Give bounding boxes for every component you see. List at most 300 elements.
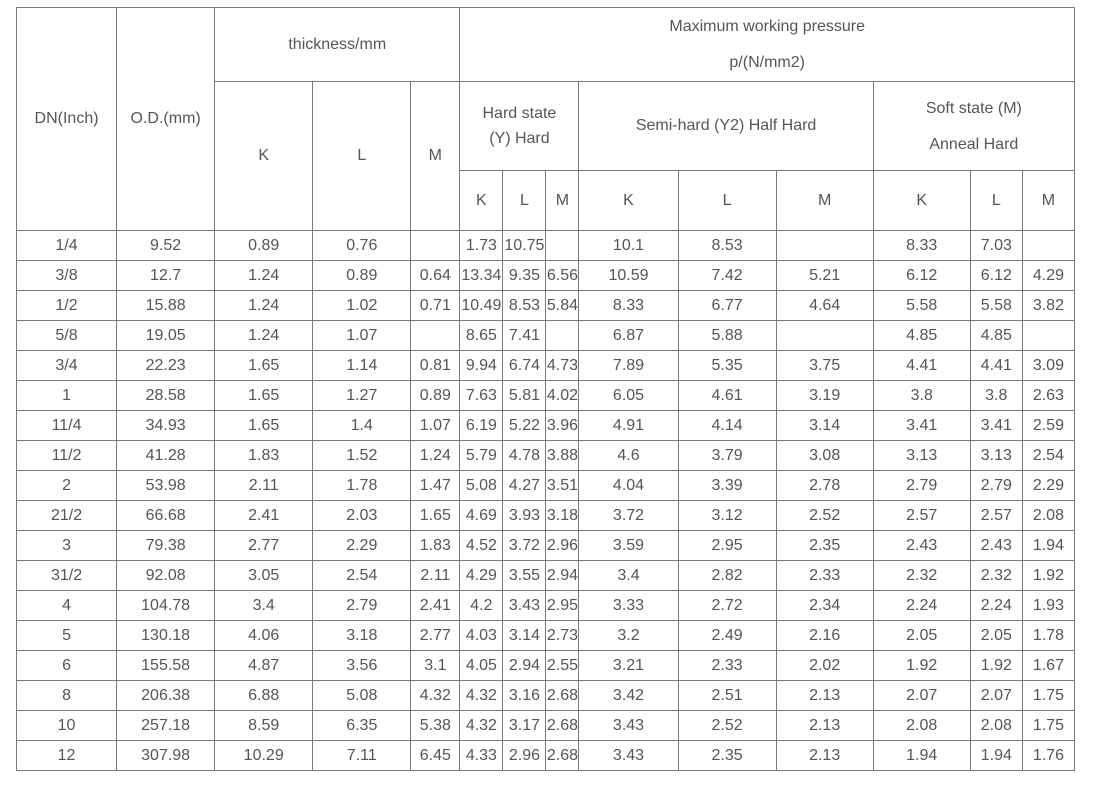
table-cell: 4.61 [678, 381, 776, 411]
table-cell: 2.41 [411, 591, 460, 621]
table-cell: 4.87 [215, 651, 313, 681]
table-cell: 1 [17, 381, 117, 411]
table-cell: 41.28 [117, 441, 215, 471]
table-cell: 1.24 [215, 321, 313, 351]
table-cell: 3/4 [17, 351, 117, 381]
table-cell: 4.33 [460, 741, 503, 771]
table-cell: 2.35 [678, 741, 776, 771]
table-cell: 1.65 [215, 381, 313, 411]
table-cell: 3.2 [579, 621, 678, 651]
table-cell: 15.88 [117, 291, 215, 321]
table-cell: 1.24 [411, 441, 460, 471]
table-row [17, 621, 1075, 651]
table-cell: 0.71 [411, 291, 460, 321]
table-cell: 1.94 [970, 741, 1022, 771]
table-cell [411, 231, 460, 261]
table-cell: 9.35 [503, 261, 546, 291]
table-cell: 5.35 [678, 351, 776, 381]
table-cell: 3.13 [873, 441, 970, 471]
table-cell: 2.95 [546, 591, 579, 621]
table-cell: 2.57 [970, 501, 1022, 531]
table-row [17, 711, 1075, 741]
table-cell: 3.18 [546, 501, 579, 531]
table-cell: 2.33 [776, 561, 873, 591]
table-cell: 2.24 [873, 591, 970, 621]
table-cell: 3.09 [1022, 351, 1074, 381]
table-cell: 8.33 [873, 231, 970, 261]
table-cell: 34.93 [117, 411, 215, 441]
table-cell: 5.21 [776, 261, 873, 291]
header-thickness [215, 8, 460, 82]
table-cell: 6.87 [579, 321, 678, 351]
table-cell: 5.79 [460, 441, 503, 471]
table-cell [776, 231, 873, 261]
table-cell: 8.59 [215, 711, 313, 741]
table-cell: 1.78 [313, 471, 411, 501]
header-semi-label: Semi-hard (Y2) Half Hard [635, 117, 817, 134]
table-cell: 5.22 [503, 411, 546, 441]
table-cell: 2.73 [546, 621, 579, 651]
table-cell: 2.49 [678, 621, 776, 651]
table-cell: 5.88 [678, 321, 776, 351]
table-cell: 12.7 [117, 261, 215, 291]
table-cell: 1.52 [313, 441, 411, 471]
table-cell: 3/8 [17, 261, 117, 291]
table-cell: 6.56 [546, 261, 579, 291]
table-cell: 2.82 [678, 561, 776, 591]
table-cell: 5/8 [17, 321, 117, 351]
table-row [17, 321, 1075, 351]
table-cell: 2.54 [1022, 441, 1074, 471]
table-cell: 3.4 [579, 561, 678, 591]
table-cell: 3.21 [579, 651, 678, 681]
table-cell: 5.08 [460, 471, 503, 501]
table-cell: 7.89 [579, 351, 678, 381]
table-cell: 1.75 [1022, 711, 1074, 741]
table-header [17, 8, 1075, 231]
table-cell: 2.07 [970, 681, 1022, 711]
table-cell: 3.43 [579, 741, 678, 771]
table-cell: 2.68 [546, 741, 579, 771]
table-cell: 2.34 [776, 591, 873, 621]
table-cell: 2.32 [873, 561, 970, 591]
table-cell: 104.78 [117, 591, 215, 621]
table-cell: 2 [17, 471, 117, 501]
table-cell: 4.64 [776, 291, 873, 321]
header-soft-sub: Anneal Hard [929, 135, 1019, 153]
header-semi-k-label: K [623, 191, 634, 209]
table-cell: 2.95 [678, 531, 776, 561]
header-hard-k-label: K [476, 191, 487, 209]
table-cell: 3.16 [503, 681, 546, 711]
table-cell: 4.03 [460, 621, 503, 651]
table-cell: 2.54 [313, 561, 411, 591]
table-cell: 4.29 [460, 561, 503, 591]
table-cell [546, 231, 579, 261]
table-cell: 155.58 [117, 651, 215, 681]
table-cell: 10 [17, 711, 117, 741]
table-row [17, 561, 1075, 591]
pressure-table [16, 7, 1075, 771]
header-semi-l-label: L [722, 191, 732, 209]
table-cell: 2.13 [776, 681, 873, 711]
header-soft-m-label: M [1041, 191, 1056, 209]
table-cell: 3.05 [215, 561, 313, 591]
table-cell: 3.14 [776, 411, 873, 441]
header-dn [17, 8, 117, 231]
table-cell: 4.85 [873, 321, 970, 351]
table-cell: 8 [17, 681, 117, 711]
table-cell: 0.76 [313, 231, 411, 261]
table-cell: 3.59 [579, 531, 678, 561]
table-cell: 3.4 [215, 591, 313, 621]
table-cell: 6.74 [503, 351, 546, 381]
header-thickness-k [215, 82, 313, 231]
table-row [17, 381, 1075, 411]
table-cell: 31/2 [17, 561, 117, 591]
table-cell: 1.07 [313, 321, 411, 351]
table-row [17, 741, 1075, 771]
table-cell: 8.53 [503, 291, 546, 321]
table-cell: 1/4 [17, 231, 117, 261]
header-thickness-m-label: M [428, 147, 442, 164]
table-cell: 2.35 [776, 531, 873, 561]
table-cell: 8.65 [460, 321, 503, 351]
table-cell: 2.77 [411, 621, 460, 651]
table-cell: 4.52 [460, 531, 503, 561]
table-cell: 0.89 [313, 261, 411, 291]
table-cell: 1.27 [313, 381, 411, 411]
table-cell: 307.98 [117, 741, 215, 771]
table-cell: 3.82 [1022, 291, 1074, 321]
table-cell: 3.19 [776, 381, 873, 411]
table-cell: 8.33 [579, 291, 678, 321]
table-cell: 5.81 [503, 381, 546, 411]
table-cell: 6.88 [215, 681, 313, 711]
table-cell: 2.96 [546, 531, 579, 561]
table-cell: 2.05 [970, 621, 1022, 651]
header-soft-m [1022, 171, 1074, 231]
table-cell: 92.08 [117, 561, 215, 591]
table-cell: 4 [17, 591, 117, 621]
table-cell: 3.18 [313, 621, 411, 651]
table-cell: 1.92 [873, 651, 970, 681]
table-cell: 3.75 [776, 351, 873, 381]
table-cell: 2.57 [873, 501, 970, 531]
table-cell: 1.73 [460, 231, 503, 261]
table-cell: 3.08 [776, 441, 873, 471]
header-hard-m-label: M [555, 191, 570, 209]
table-row [17, 231, 1075, 261]
table-cell: 1.4 [313, 411, 411, 441]
table-cell: 2.43 [970, 531, 1022, 561]
table-cell: 4.91 [579, 411, 678, 441]
table-cell: 2.79 [313, 591, 411, 621]
table-cell: 4.32 [460, 681, 503, 711]
table-cell: 53.98 [117, 471, 215, 501]
header-od-label: O.D.(mm) [130, 110, 201, 127]
table-cell: 10.59 [579, 261, 678, 291]
table-cell: 9.94 [460, 351, 503, 381]
table-row [17, 651, 1075, 681]
table-cell: 1.83 [215, 441, 313, 471]
table-row [17, 351, 1075, 381]
header-thickness-m [411, 82, 460, 231]
table-cell: 2.11 [411, 561, 460, 591]
table-cell: 2.24 [970, 591, 1022, 621]
table-cell: 3.72 [579, 501, 678, 531]
table-cell: 2.32 [970, 561, 1022, 591]
header-semi-k [579, 171, 678, 231]
table-cell: 3.43 [503, 591, 546, 621]
table-cell: 3.43 [579, 711, 678, 741]
table-cell: 4.78 [503, 441, 546, 471]
table-cell: 2.52 [776, 501, 873, 531]
header-hard-l-label: L [519, 191, 529, 209]
table-cell: 1.92 [1022, 561, 1074, 591]
table-cell: 6.19 [460, 411, 503, 441]
table-cell: 5.38 [411, 711, 460, 741]
table-row [17, 681, 1075, 711]
table-cell: 2.13 [776, 741, 873, 771]
table-cell: 1.65 [215, 351, 313, 381]
table-cell: 2.02 [776, 651, 873, 681]
table-cell: 10.75 [503, 231, 546, 261]
table-row [17, 471, 1075, 501]
table-cell: 7.42 [678, 261, 776, 291]
table-cell: 4.06 [215, 621, 313, 651]
table-body [17, 231, 1075, 771]
table-cell: 3.79 [678, 441, 776, 471]
table-cell: 4.04 [579, 471, 678, 501]
header-soft-title: Soft state (M) [925, 99, 1022, 117]
table-cell: 4.27 [503, 471, 546, 501]
table-cell: 2.08 [1022, 501, 1074, 531]
table-cell: 3.51 [546, 471, 579, 501]
table-cell: 1.02 [313, 291, 411, 321]
table-row [17, 411, 1075, 441]
table-cell: 3.8 [873, 381, 970, 411]
table-cell: 2.13 [776, 711, 873, 741]
table-cell: 3 [17, 531, 117, 561]
table-cell: 0.89 [215, 231, 313, 261]
table-cell: 1.47 [411, 471, 460, 501]
table-cell: 3.42 [579, 681, 678, 711]
table-cell: 130.18 [117, 621, 215, 651]
table-cell: 5.08 [313, 681, 411, 711]
table-cell: 4.02 [546, 381, 579, 411]
table-cell: 3.56 [313, 651, 411, 681]
table-row [17, 501, 1075, 531]
table-cell: 8.53 [678, 231, 776, 261]
header-hard-sub: (Y) Hard [489, 130, 550, 147]
table-cell: 3.55 [503, 561, 546, 591]
table-cell: 2.59 [1022, 411, 1074, 441]
table-cell: 3.88 [546, 441, 579, 471]
table-row [17, 291, 1075, 321]
table-cell: 6.12 [873, 261, 970, 291]
table-cell [776, 321, 873, 351]
table-cell: 6.77 [678, 291, 776, 321]
table-cell: 4.2 [460, 591, 503, 621]
table-row [17, 441, 1075, 471]
table-cell: 9.52 [117, 231, 215, 261]
table-cell: 2.55 [546, 651, 579, 681]
table-cell: 1.24 [215, 261, 313, 291]
table-cell: 11/2 [17, 441, 117, 471]
table-cell: 2.43 [873, 531, 970, 561]
table-cell: 3.41 [873, 411, 970, 441]
header-hard-m [546, 171, 579, 231]
header-soft-l [970, 171, 1022, 231]
table-cell: 4.29 [1022, 261, 1074, 291]
header-hard-state [460, 82, 579, 171]
table-cell [546, 321, 579, 351]
table-cell: 4.05 [460, 651, 503, 681]
table-cell: 66.68 [117, 501, 215, 531]
table-cell: 1.93 [1022, 591, 1074, 621]
header-pressure-unit: p/(N/mm2) [729, 54, 805, 71]
table-cell: 6 [17, 651, 117, 681]
header-pressure-title: Maximum working pressure [669, 18, 865, 35]
table-cell: 2.08 [970, 711, 1022, 741]
table-cell: 2.94 [503, 651, 546, 681]
table-cell: 257.18 [117, 711, 215, 741]
table-cell: 1.67 [1022, 651, 1074, 681]
table-cell: 2.29 [1022, 471, 1074, 501]
table-cell: 1.94 [1022, 531, 1074, 561]
header-semi-l [678, 171, 776, 231]
header-hard-title: Hard state [482, 105, 557, 122]
table-cell: 3.72 [503, 531, 546, 561]
table-cell: 5.58 [970, 291, 1022, 321]
table-cell: 2.51 [678, 681, 776, 711]
table-cell: 2.68 [546, 711, 579, 741]
table-cell: 11/4 [17, 411, 117, 441]
table-row [17, 591, 1075, 621]
table-cell: 6.35 [313, 711, 411, 741]
table-cell [1022, 321, 1074, 351]
table-cell: 4.69 [460, 501, 503, 531]
table-cell: 1.78 [1022, 621, 1074, 651]
header-semi-m [776, 171, 873, 231]
header-hard-l [503, 171, 546, 231]
header-hard-k [460, 171, 503, 231]
table-cell: 1.65 [411, 501, 460, 531]
table-cell: 1.75 [1022, 681, 1074, 711]
table-cell: 0.89 [411, 381, 460, 411]
table-cell: 5.84 [546, 291, 579, 321]
table-cell: 0.81 [411, 351, 460, 381]
header-thickness-k-label: K [258, 147, 270, 164]
header-od [117, 8, 215, 231]
table-cell: 12 [17, 741, 117, 771]
table-cell: 1.24 [215, 291, 313, 321]
table-cell: 3.13 [970, 441, 1022, 471]
table-cell: 13.34 [460, 261, 503, 291]
table-cell: 6.45 [411, 741, 460, 771]
table-cell: 4.14 [678, 411, 776, 441]
table-cell: 5.58 [873, 291, 970, 321]
table-cell: 1/2 [17, 291, 117, 321]
table-cell: 2.79 [970, 471, 1022, 501]
table-row [17, 531, 1075, 561]
table-cell: 3.17 [503, 711, 546, 741]
table-cell: 2.41 [215, 501, 313, 531]
table-cell: 3.39 [678, 471, 776, 501]
table-cell: 2.07 [873, 681, 970, 711]
table-cell: 4.6 [579, 441, 678, 471]
table-cell [411, 321, 460, 351]
table-cell: 1.94 [873, 741, 970, 771]
table-cell: 22.23 [117, 351, 215, 381]
table-cell [1022, 231, 1074, 261]
table-cell: 28.58 [117, 381, 215, 411]
table-cell: 3.8 [970, 381, 1022, 411]
table-cell: 5 [17, 621, 117, 651]
table-cell: 21/2 [17, 501, 117, 531]
table-cell: 1.07 [411, 411, 460, 441]
table-cell: 3.14 [503, 621, 546, 651]
table-cell: 3.96 [546, 411, 579, 441]
table-cell: 2.63 [1022, 381, 1074, 411]
table-cell: 4.73 [546, 351, 579, 381]
table-cell: 4.32 [460, 711, 503, 741]
header-soft-state [873, 82, 1074, 171]
table-cell: 2.68 [546, 681, 579, 711]
table-cell: 1.76 [1022, 741, 1074, 771]
table-cell: 6.05 [579, 381, 678, 411]
table-cell: 4.41 [873, 351, 970, 381]
header-thickness-label: thickness/mm [288, 35, 387, 53]
table-cell: 4.41 [970, 351, 1022, 381]
table-cell: 10.1 [579, 231, 678, 261]
table-cell: 1.83 [411, 531, 460, 561]
table-cell: 1.14 [313, 351, 411, 381]
header-semi-m-label: M [817, 191, 832, 209]
table-cell: 2.29 [313, 531, 411, 561]
table-cell: 7.63 [460, 381, 503, 411]
table-cell: 206.38 [117, 681, 215, 711]
table-cell: 7.41 [503, 321, 546, 351]
table-cell: 3.93 [503, 501, 546, 531]
header-pressure [460, 8, 1075, 82]
table-cell: 2.08 [873, 711, 970, 741]
table-cell: 79.38 [117, 531, 215, 561]
header-thickness-l [313, 82, 411, 231]
table-cell: 2.94 [546, 561, 579, 591]
table-cell: 7.03 [970, 231, 1022, 261]
table-cell: 3.33 [579, 591, 678, 621]
table-cell: 4.32 [411, 681, 460, 711]
table-cell: 3.1 [411, 651, 460, 681]
table-cell: 3.41 [970, 411, 1022, 441]
table-cell: 10.29 [215, 741, 313, 771]
table-cell: 2.33 [678, 651, 776, 681]
table-cell: 3.12 [678, 501, 776, 531]
table-cell: 7.11 [313, 741, 411, 771]
table-cell: 2.03 [313, 501, 411, 531]
table-cell: 2.05 [873, 621, 970, 651]
table-cell: 6.12 [970, 261, 1022, 291]
table-cell: 1.65 [215, 411, 313, 441]
table-cell: 10.49 [460, 291, 503, 321]
table-cell: 1.92 [970, 651, 1022, 681]
header-soft-l-label: L [991, 191, 1001, 209]
table-cell: 19.05 [117, 321, 215, 351]
table-cell: 2.11 [215, 471, 313, 501]
table-cell: 2.52 [678, 711, 776, 741]
